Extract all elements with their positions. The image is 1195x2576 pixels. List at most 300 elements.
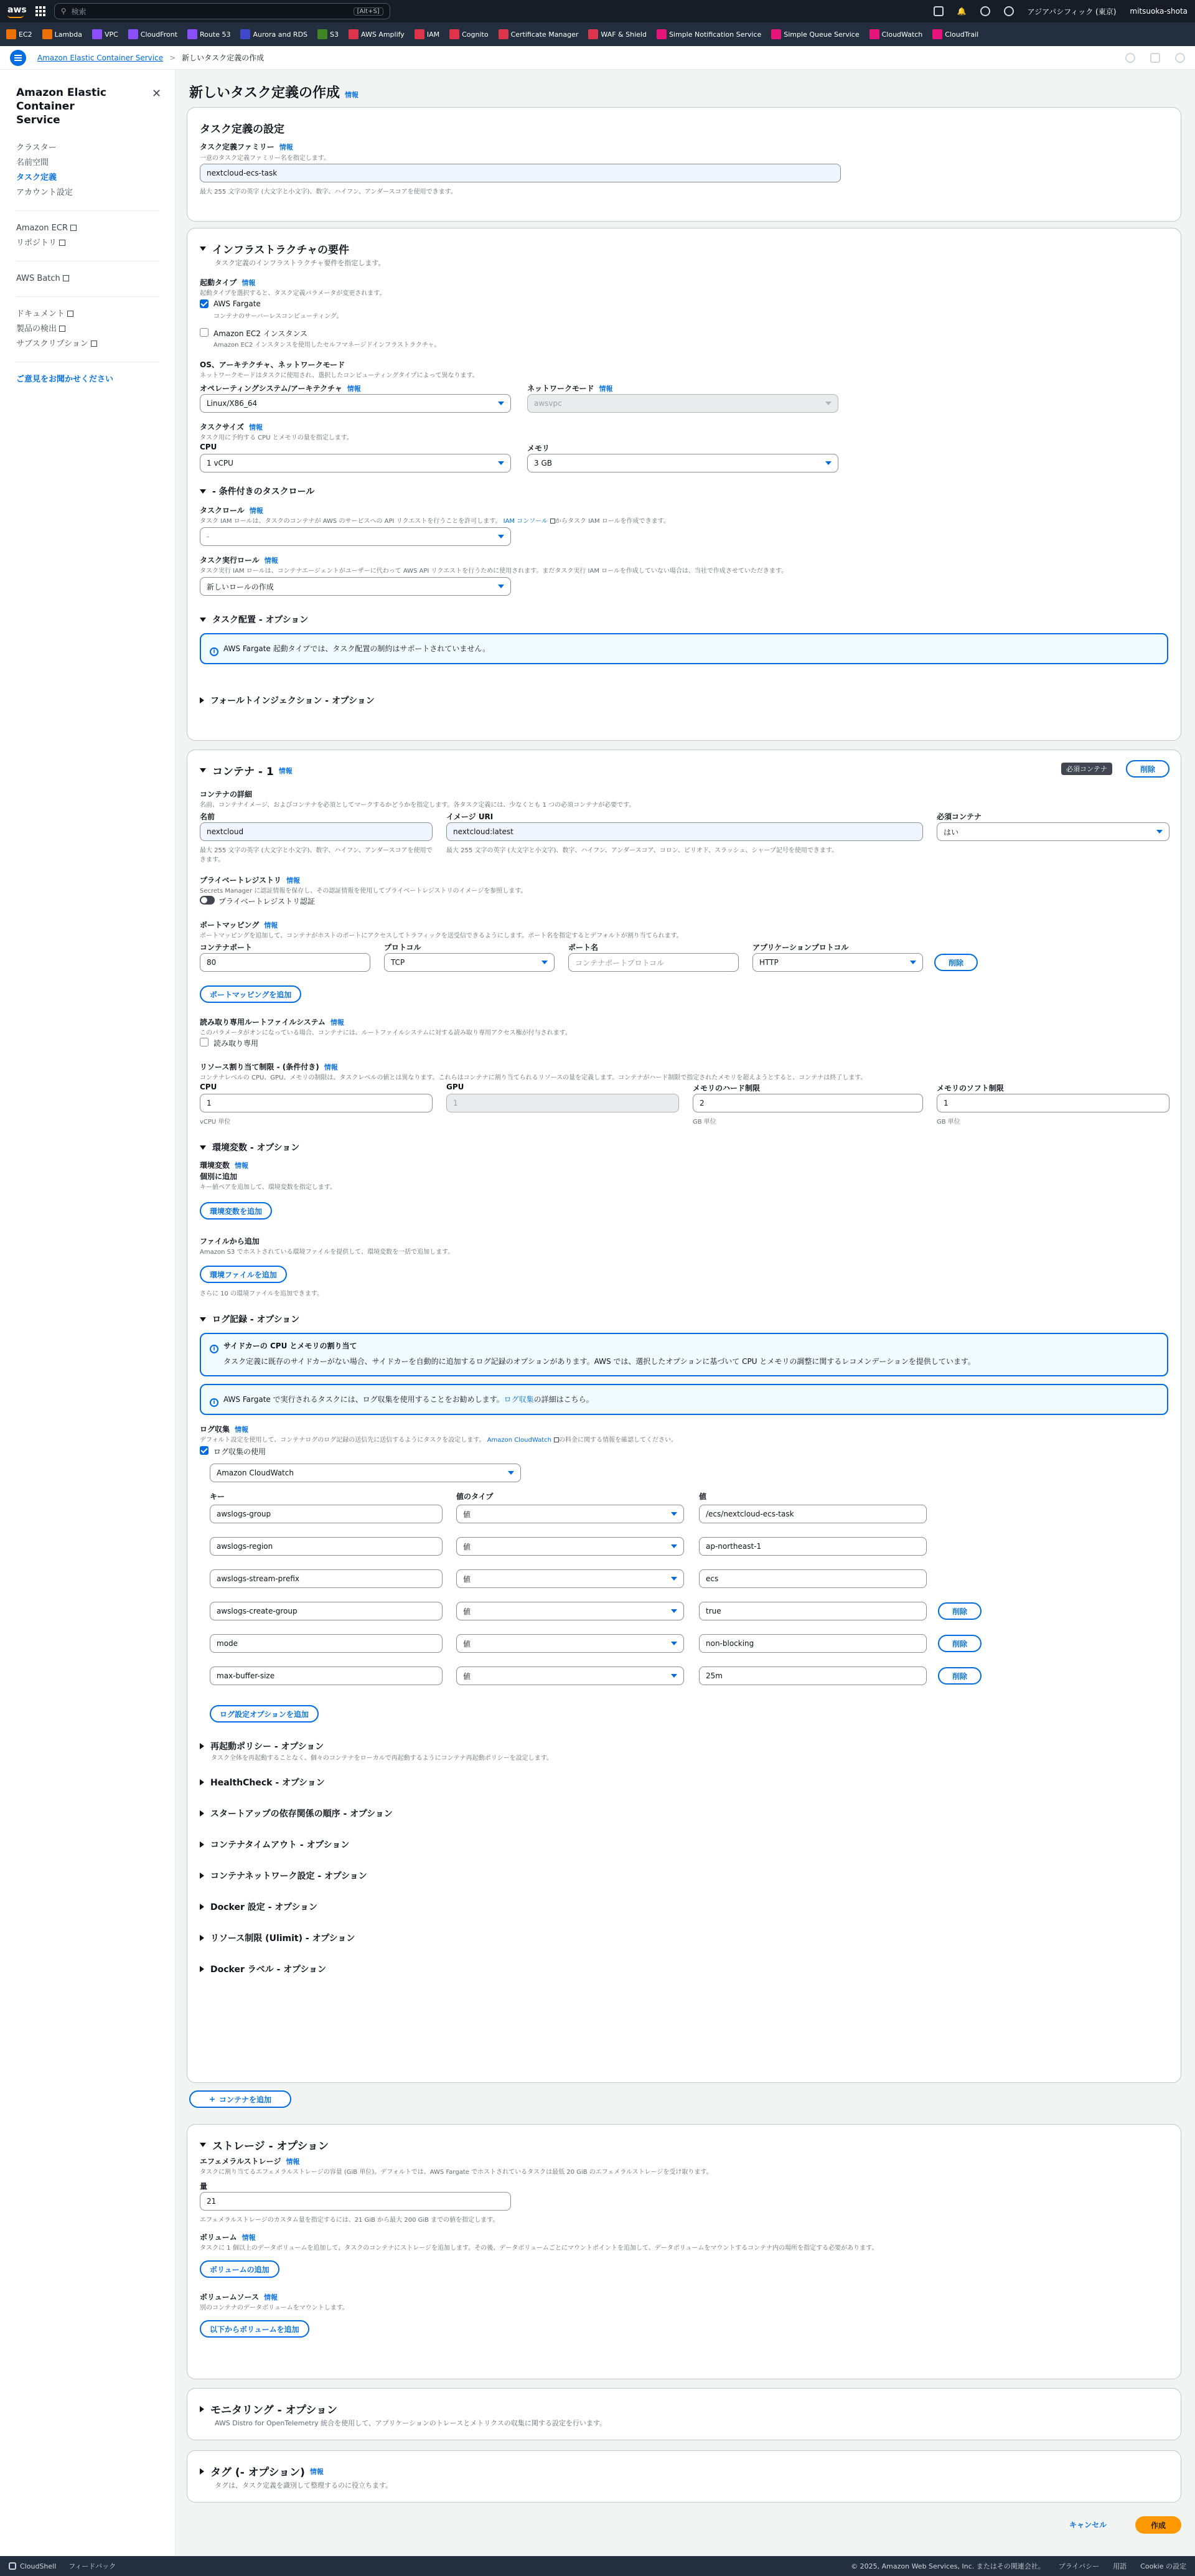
sidebar-links-docs bbox=[16, 307, 159, 352]
service-icon bbox=[6, 29, 16, 39]
search-icon: ⚲ bbox=[60, 7, 67, 16]
sidebar-links-ecr bbox=[16, 221, 159, 251]
favorite-item[interactable] bbox=[869, 29, 923, 39]
favorite-item[interactable] bbox=[240, 29, 307, 39]
task-size-desc: タスク用に予約する CPU とメモリの量を指定します。 bbox=[200, 435, 353, 441]
restart-desc: タスク全体を再起動することなく、個々のコンテナをローカルで再起動するようにコンテナ再起動ポリシーを設定します。 bbox=[211, 1755, 553, 1762]
add-env-button[interactable]: 環境変数を追加 bbox=[200, 1202, 272, 1220]
log-key-input[interactable]: awslogs-create-group bbox=[210, 1602, 443, 1620]
dropdown-icon bbox=[825, 461, 832, 465]
dropdown-icon bbox=[671, 1609, 677, 1613]
info-panel-icon[interactable] bbox=[1125, 53, 1135, 63]
favorite-item[interactable] bbox=[317, 29, 339, 39]
env-file-label: ファイルから追加 bbox=[200, 1237, 260, 1246]
sidecar-alert: i サイドカーの CPU とメモリの割り当て タスク定義に既存のサイドカーがない場合、サイドカーを自動的に追加するログ記録のオプションがあります。AWS では、選択したオプションに基づいて CPU とメモリの調整に関するレコメンデーションを提供しています。 bbox=[200, 1333, 1168, 1376]
favorite-item[interactable] bbox=[449, 29, 488, 39]
favorite-label: CloudTrail bbox=[945, 30, 979, 39]
image-uri-input[interactable]: nextcloud:latest bbox=[446, 822, 923, 841]
cloudwatch-link[interactable]: Amazon CloudWatch bbox=[487, 1437, 551, 1444]
container-name-input[interactable]: nextcloud bbox=[200, 822, 433, 841]
external-link-icon bbox=[63, 275, 69, 281]
log-key-input[interactable]: awslogs-region bbox=[210, 1537, 443, 1556]
favorite-item[interactable] bbox=[349, 29, 405, 39]
service-icon bbox=[771, 29, 781, 39]
service-icon bbox=[240, 29, 250, 39]
info-icon: i bbox=[210, 647, 218, 656]
cpu-label: CPU bbox=[200, 443, 217, 451]
log-collect-label: ログ収集 情報 bbox=[200, 1425, 249, 1434]
region-selector[interactable]: アジアパシフィック (東京) bbox=[1027, 7, 1117, 16]
image-uri-label: イメージ URI bbox=[446, 812, 494, 821]
favorites-bar bbox=[0, 22, 1195, 46]
protocol-label: プロトコル bbox=[384, 943, 421, 952]
res-cpu-label: CPU bbox=[200, 1083, 217, 1091]
os-section-desc: ネットワークモードはタスクに使用され、選択したコンピューティングタイプによって異なります。 bbox=[200, 372, 479, 379]
favorite-label: Certificate Manager bbox=[510, 30, 579, 39]
service-icon bbox=[588, 29, 598, 39]
log-type-select[interactable]: 値 bbox=[456, 1537, 684, 1556]
sidebar-item-clusters[interactable]: クラスター bbox=[16, 143, 57, 153]
family-input[interactable]: nextcloud-ecs-task bbox=[200, 164, 841, 182]
service-icon bbox=[869, 29, 879, 39]
os-section-label: OS、アーキテクチャ、ネットワークモード bbox=[200, 360, 345, 369]
netmode-label: ネットワークモード 情報 bbox=[527, 384, 613, 393]
essential-badge: 必須コンテナ bbox=[1061, 763, 1112, 775]
ec2-desc: Amazon EC2 インスタンスを使用したセルフマネージドインフラストラクチャ。 bbox=[213, 342, 441, 349]
tags-desc: タグは、タスク定義を識別して整理するのに役立ちます。 bbox=[215, 2481, 393, 2489]
caret-down-icon bbox=[200, 2143, 206, 2147]
port-name-input[interactable]: コンテナポートプロトコル bbox=[568, 953, 739, 972]
log-type-select[interactable]: 値 bbox=[456, 1602, 684, 1620]
search-placeholder: 検索 bbox=[71, 7, 87, 16]
favorite-item[interactable] bbox=[499, 29, 579, 39]
task-role-label: タスクロール 情報 bbox=[200, 506, 263, 515]
volume-source-label: ボリュームソース 情報 bbox=[200, 2293, 278, 2301]
settings-panel-icon[interactable] bbox=[1175, 53, 1185, 63]
add-volume-from-button[interactable]: 以下からボリュームを追加 bbox=[200, 2320, 309, 2338]
caret-down-icon bbox=[200, 768, 206, 773]
soft-limit-label: メモリのソフト制限 bbox=[937, 1084, 1004, 1093]
dropdown-icon bbox=[541, 961, 548, 964]
fargate-label: AWS Fargate bbox=[213, 299, 261, 308]
storage-panel bbox=[187, 2124, 1181, 2379]
osarch-label: オペレーティングシステム/アーキテクチャ 情報 bbox=[200, 384, 361, 393]
favorite-label: WAF & Shield bbox=[601, 30, 647, 39]
sidebar-item-account-settings[interactable]: アカウント設定 bbox=[16, 188, 73, 197]
favorite-label: Simple Queue Service bbox=[784, 30, 860, 39]
log-type-select[interactable]: 値 bbox=[456, 1505, 684, 1523]
caret-right-icon bbox=[200, 1935, 204, 1941]
plus-icon: + bbox=[209, 2095, 216, 2104]
favorite-item[interactable] bbox=[187, 29, 230, 39]
fault-injection-heading[interactable]: フォールトインジェクション - オプション bbox=[200, 694, 375, 707]
cloudshell-icon bbox=[9, 2562, 16, 2570]
log-use-checkbox[interactable] bbox=[200, 1446, 209, 1455]
port-mapping-desc: ポートマッピングを追加して、コンテナがホストのポートにアクセスしてトラフィックを送受信できるようにします。ポート名を指定するとデフォルトが割り当てられます。 bbox=[200, 933, 683, 939]
collapsed-section-heading[interactable]: Docker 設定 - オプション bbox=[200, 1901, 317, 1913]
breadcrumb-separator-icon: > bbox=[169, 53, 176, 62]
favorite-item[interactable] bbox=[6, 29, 32, 39]
volume-label: ボリューム 情報 bbox=[200, 2233, 256, 2242]
favorite-label: VPC bbox=[104, 30, 118, 39]
caret-down-icon bbox=[200, 618, 206, 622]
iam-console-link[interactable]: IAM コンソール bbox=[503, 518, 548, 525]
logging-heading[interactable]: ログ記録 - オプション bbox=[200, 1313, 299, 1325]
caret-down-icon bbox=[200, 1145, 206, 1150]
breadcrumb-root[interactable]: Amazon Elastic Container Service bbox=[37, 53, 164, 62]
caret-right-icon bbox=[200, 2468, 204, 2475]
launch-type-desc: 起動タイプを選択すると、タスク定義パラメータが変更されます。 bbox=[200, 290, 386, 297]
sidebar-link-repositories[interactable]: リポジトリ bbox=[16, 236, 159, 251]
monitoring-desc: AWS Distro for OpenTelemetry 統合を使用して、アプリケーションのトレースとメトリクスの収集に関する設定を行います。 bbox=[215, 2419, 607, 2427]
tags-panel bbox=[187, 2450, 1181, 2503]
sidebar-nav bbox=[16, 141, 159, 200]
env-label: 環境変数 情報 bbox=[200, 1161, 249, 1170]
col-value-header: 値 bbox=[699, 1492, 707, 1501]
registry-label: プライベートレジストリ 情報 bbox=[200, 876, 300, 885]
service-icon bbox=[317, 29, 327, 39]
favorite-item[interactable] bbox=[657, 29, 761, 39]
collapsed-section-heading[interactable]: HealthCheck - オプション bbox=[200, 1776, 325, 1789]
favorite-label: Cognito bbox=[462, 30, 489, 39]
caret-right-icon bbox=[200, 1743, 204, 1749]
caret-right-icon bbox=[200, 1966, 204, 1972]
dropdown-icon bbox=[498, 461, 504, 465]
restart-heading[interactable]: 再起動ポリシー - オプション bbox=[200, 1740, 324, 1752]
log-use-label: ログ収集の使用 bbox=[213, 1447, 266, 1456]
container-delete-button[interactable]: 削除 bbox=[1126, 760, 1169, 778]
external-link-icon bbox=[59, 326, 65, 332]
netmode-select: awsvpc bbox=[527, 394, 838, 413]
port-name-label: ポート名 bbox=[568, 943, 599, 952]
favorite-label: Route 53 bbox=[200, 30, 231, 39]
monitoring-panel bbox=[187, 2388, 1181, 2440]
placement-alert: i AWS Fargate 起動タイプでは、タスク配置の制約はサポートされていません。 bbox=[200, 633, 1168, 664]
hard-limit-label: メモリのハード制限 bbox=[693, 1084, 761, 1093]
dropdown-icon bbox=[498, 402, 504, 405]
amount-label: 量 bbox=[200, 2182, 208, 2191]
dropdown-icon bbox=[671, 1544, 677, 1548]
log-type-select[interactable]: 値 bbox=[456, 1569, 684, 1588]
info-icon: i bbox=[210, 1345, 218, 1353]
env-file-hint: さらに 10 の環境ファイルを追加できます。 bbox=[200, 1290, 324, 1297]
sidebar-link-batch[interactable]: AWS Batch bbox=[16, 271, 159, 286]
registry-desc: Secrets Manager に認証情報を保存し、その認証情報を使用してプライベートレジストリのイメージを参照します。 bbox=[200, 888, 527, 895]
account-menu[interactable]: mitsuoka-shota bbox=[1130, 7, 1188, 16]
dropdown-icon bbox=[498, 535, 504, 538]
external-link-icon bbox=[59, 240, 65, 246]
tags-heading[interactable]: タグ (- オプション) 情報 bbox=[200, 2463, 1168, 2479]
dropdown-icon bbox=[671, 1512, 677, 1516]
page-info-link[interactable]: 情報 bbox=[345, 91, 359, 99]
sidebar-link-subscriptions[interactable]: サブスクリプション bbox=[16, 337, 159, 352]
container-details-label: コンテナの詳細 bbox=[200, 790, 253, 799]
registry-toggle-label: プライベートレジストリ認証 bbox=[218, 897, 315, 906]
caret-right-icon bbox=[200, 1810, 204, 1817]
task-role-desc: タスク IAM ロールは、タスクのコンテナが AWS のサービスへの API リクエストを行うことを許可します。 IAM コンソール からタスク IAM ロールを作成できます。 bbox=[200, 518, 670, 525]
footer-cookie[interactable]: Cookie の設定 bbox=[1140, 2562, 1186, 2570]
rofs-checkbox-label: 読み取り専用 bbox=[213, 1039, 259, 1048]
task-definition-config-panel bbox=[187, 107, 1181, 222]
container-name-label: 名前 bbox=[200, 812, 215, 821]
exec-role-label: タスク実行ロール 情報 bbox=[200, 556, 278, 565]
sidebar-link-ecr[interactable]: Amazon ECR bbox=[16, 221, 159, 236]
fargate-desc: コンテナのサーバーレスコンピューティング。 bbox=[213, 313, 343, 320]
log-value-input[interactable]: 25m bbox=[699, 1666, 927, 1685]
service-icon bbox=[187, 29, 197, 39]
resource-label: リソース割り当て制限 - (条件付き) 情報 bbox=[200, 1063, 338, 1071]
env-individual-desc: キー値ペアを追加して、環境変数を指定します。 bbox=[200, 1184, 336, 1191]
launch-type-label: 起動タイプ 情報 bbox=[200, 278, 256, 287]
favorite-label: IAM bbox=[426, 30, 440, 39]
resource-desc: コンテナレベルの CPU、GPU、メモリの制限は、タスクレベルの値とは異なります。これらはコンテナに割り当てられるリソースの量を定義します。コンテナがハード制限で指定されたメモリを超えようとすると、コンテナは終了します。 bbox=[200, 1074, 867, 1081]
footer-privacy[interactable]: プライバシー bbox=[1058, 2562, 1100, 2570]
gpu-label: GPU bbox=[446, 1083, 464, 1091]
container-panel bbox=[187, 750, 1181, 2083]
breadcrumb-current: 新しいタスク定義の作成 bbox=[182, 54, 265, 62]
soft-limit-hint: GB 単位 bbox=[937, 1119, 960, 1126]
col-key-header: キー bbox=[210, 1492, 225, 1501]
ephemeral-desc: タスクに割り当てるエフェメラルストレージの容量 (GiB 単位)。デフォルトでは、AWS Fargate でホストされているタスクは最低 20 GiB のエフェメラルストレージを受け取ります。 bbox=[200, 2169, 713, 2176]
log-collection-alert: i AWS Fargate で実行されるタスクには、ログ収集を使用することをお勧めします。ログ収集の詳細はこちら。 bbox=[200, 1384, 1168, 1415]
log-key-input[interactable]: mode bbox=[210, 1634, 443, 1653]
breadcrumb-bar bbox=[0, 46, 1195, 70]
service-icon bbox=[499, 29, 508, 39]
dropdown-icon bbox=[498, 585, 504, 588]
collapsed-section-heading[interactable]: コンテナネットワーク設定 - オプション bbox=[200, 1869, 367, 1882]
create-button[interactable]: 作成 bbox=[1135, 2516, 1181, 2534]
hard-limit-input[interactable]: 2 bbox=[693, 1094, 923, 1112]
log-value-input[interactable]: ecs bbox=[699, 1569, 927, 1588]
app-protocol-label: アプリケーションプロトコル bbox=[752, 943, 849, 952]
add-env-file-button[interactable]: 環境ファイルを追加 bbox=[200, 1266, 287, 1283]
task-role-select[interactable]: - bbox=[200, 527, 511, 546]
container-details-desc: 名前、コンテナイメージ、およびコンテナを必須としてマークするかどうかを指定します。各タスク定義には、少なくとも 1 つの必須コンテナが必要です。 bbox=[200, 802, 635, 809]
service-icon bbox=[449, 29, 459, 39]
dropdown-icon bbox=[1156, 830, 1163, 834]
footer-copyright: © 2025, Amazon Web Services, Inc. またはその関連会社。 bbox=[851, 2562, 1045, 2570]
exec-role-desc: タスク実行 IAM ロールは、コンテナエージェントがユーザーに代わって AWS API リクエストを行うために使用されます。まだタスク実行 IAM ロールを作成していない場合は、当社で作成させていただきます。 bbox=[200, 568, 788, 575]
aws-logo[interactable]: aws bbox=[7, 5, 27, 15]
log-destination-select[interactable]: Amazon CloudWatch bbox=[210, 1464, 521, 1482]
registry-toggle[interactable] bbox=[200, 896, 215, 905]
res-cpu-input[interactable]: 1 bbox=[200, 1094, 433, 1112]
notifications-panel-icon[interactable] bbox=[1150, 53, 1160, 63]
storage-heading[interactable]: ストレージ - オプション bbox=[200, 2137, 1168, 2153]
favorite-item[interactable] bbox=[588, 29, 647, 39]
protocol-select[interactable]: TCP bbox=[384, 953, 555, 972]
cancel-button[interactable]: キャンセル bbox=[1069, 2521, 1107, 2529]
memory-select[interactable]: 3 GB bbox=[527, 454, 838, 472]
favorite-label: S3 bbox=[330, 30, 339, 39]
service-icon bbox=[415, 29, 424, 39]
rofs-checkbox[interactable] bbox=[200, 1038, 209, 1046]
cpu-select[interactable]: 1 vCPU bbox=[200, 454, 511, 472]
page-title: 新しいタスク定義の作成 情報 bbox=[189, 85, 359, 101]
res-cpu-hint: vCPU 単位 bbox=[200, 1119, 231, 1126]
dropdown-icon bbox=[671, 1642, 677, 1645]
caret-right-icon bbox=[200, 2406, 204, 2412]
collapsed-section-heading[interactable]: Docker ラベル - オプション bbox=[200, 1963, 326, 1975]
placement-heading[interactable]: タスク配置 - オプション bbox=[200, 613, 308, 626]
log-row-delete-button[interactable]: 削除 bbox=[938, 1667, 982, 1685]
sidebar-link-docs[interactable]: ドキュメント bbox=[16, 307, 159, 322]
external-link-icon bbox=[550, 519, 555, 524]
dropdown-icon bbox=[910, 961, 916, 964]
favorite-label: CloudWatch bbox=[881, 30, 923, 39]
favorite-item[interactable] bbox=[42, 29, 82, 39]
hard-limit-hint: GB 単位 bbox=[693, 1119, 716, 1126]
favorite-item[interactable] bbox=[128, 29, 177, 39]
caret-right-icon bbox=[200, 1779, 204, 1785]
log-value-input[interactable]: ap-northeast-1 bbox=[699, 1537, 927, 1556]
favorite-label: AWS Amplify bbox=[361, 30, 405, 39]
amount-input[interactable]: 21 bbox=[200, 2192, 511, 2211]
env-file-desc: Amazon S3 でホストされている環境ファイルを提供して、環境変数を一括で追加します。 bbox=[200, 1249, 454, 1256]
log-key-input[interactable]: awslogs-stream-prefix bbox=[210, 1569, 443, 1588]
favorite-label: EC2 bbox=[19, 30, 32, 39]
sidebar-item-namespaces[interactable]: 名前空間 bbox=[16, 158, 49, 167]
service-icon bbox=[92, 29, 102, 39]
col-type-header: 値のタイプ bbox=[456, 1492, 494, 1501]
caret-down-icon bbox=[200, 247, 206, 251]
top-navigation bbox=[0, 0, 1195, 22]
cloudshell-icon[interactable] bbox=[934, 6, 944, 16]
log-value-input[interactable]: true bbox=[699, 1602, 927, 1620]
log-row-delete-button[interactable]: 削除 bbox=[938, 1635, 982, 1652]
collapsed-section-heading[interactable]: コンテナタイムアウト - オプション bbox=[200, 1838, 349, 1851]
service-icon bbox=[932, 29, 942, 39]
image-uri-hint: 最大 255 文字の英字 (大文字と小文字)、数字、ハイフン、アンダースコア、コロン、ピリオド、スラッシュ、シャープ記号を使用できます。 bbox=[446, 847, 838, 854]
log-collect-desc: デフォルト設定を使用して、コンテナログのログ記録の送信先に送信するようにタスクを設定します。 Amazon CloudWatch の料金に関する情報を確認してください。 bbox=[200, 1437, 677, 1444]
log-key-input[interactable]: max-buffer-size bbox=[210, 1666, 443, 1685]
essential-label: 必須コンテナ bbox=[937, 812, 982, 821]
ec2-checkbox[interactable] bbox=[200, 328, 209, 337]
external-link-icon bbox=[91, 341, 97, 347]
service-icon bbox=[657, 29, 667, 39]
infra-heading[interactable]: インフラストラクチャの要件 bbox=[200, 241, 1168, 256]
favorite-label: Simple Notification Service bbox=[668, 30, 762, 39]
sidebar bbox=[0, 70, 176, 2556]
container-heading[interactable]: コンテナ - 1 情報 bbox=[200, 763, 1168, 778]
log-row-delete-button[interactable]: 削除 bbox=[938, 1602, 982, 1620]
search-input[interactable] bbox=[54, 3, 390, 19]
footer-feedback[interactable]: フィードバック bbox=[68, 2562, 116, 2570]
add-log-option-button[interactable]: ログ設定オプションを追加 bbox=[210, 1705, 319, 1723]
dropdown-icon bbox=[825, 402, 832, 405]
container-port-label: コンテナポート bbox=[200, 943, 253, 952]
family-description: 一意のタスク定義ファミリー名を指定します。 bbox=[200, 155, 330, 162]
log-value-input[interactable]: non-blocking bbox=[699, 1634, 927, 1653]
search-shortcut: [Alt+S] bbox=[354, 7, 383, 16]
log-key-input[interactable]: awslogs-group bbox=[210, 1505, 443, 1523]
dropdown-icon bbox=[508, 1471, 514, 1475]
log-value-input[interactable]: /ecs/nextcloud-ecs-task bbox=[699, 1505, 927, 1523]
sidebar-item-task-definitions[interactable]: タスク定義 bbox=[16, 173, 57, 182]
log-type-select[interactable]: 値 bbox=[456, 1634, 684, 1653]
collapsed-section-heading[interactable]: リソース制限 (Ulimit) - オプション bbox=[200, 1932, 355, 1944]
caret-right-icon bbox=[200, 1904, 204, 1910]
close-icon[interactable]: ✕ bbox=[152, 87, 162, 100]
info-icon: i bbox=[210, 1398, 218, 1407]
infrastructure-panel bbox=[187, 228, 1181, 741]
osarch-select[interactable]: Linux/X86_64 bbox=[200, 394, 511, 413]
container-name-hint: 最大 255 文字の英字 (大文字と小文字)、数字、ハイフン、アンダースコアを使用できます。 bbox=[200, 847, 433, 863]
essential-select[interactable]: はい bbox=[937, 822, 1169, 841]
collapsed-section-heading[interactable]: スタートアップの依存関係の順序 - オプション bbox=[200, 1807, 393, 1820]
exec-role-select[interactable]: 新しいロールの作成 bbox=[200, 577, 511, 596]
favorite-item[interactable] bbox=[932, 29, 978, 39]
sidebar-link-discover[interactable]: 製品の検出 bbox=[16, 322, 159, 337]
volume-desc: タスクに 1 個以上のデータボリュームを追加して、タスクのコンテナにストレージを追加します。その後、データボリュームごとにマウントポイントを追加して、データボリュームをマウントするコンテナ内の場所を指定する必要があります。 bbox=[200, 2245, 878, 2252]
panel-heading: タスク定義の設定 bbox=[200, 123, 284, 136]
favorite-item[interactable] bbox=[771, 29, 859, 39]
external-link-icon bbox=[554, 1437, 559, 1442]
container-port-input[interactable]: 80 bbox=[200, 953, 370, 972]
add-container-button[interactable]: + コンテナを追加 bbox=[189, 2090, 291, 2108]
env-heading[interactable]: 環境変数 - オプション bbox=[200, 1141, 299, 1154]
dropdown-icon bbox=[671, 1674, 677, 1678]
footer-terms[interactable]: 用語 bbox=[1113, 2562, 1127, 2570]
help-icon[interactable] bbox=[980, 6, 990, 16]
footer-cloudshell[interactable]: CloudShell bbox=[20, 2562, 57, 2570]
gear-icon[interactable] bbox=[1004, 6, 1014, 16]
add-volume-button[interactable]: ボリュームの追加 bbox=[200, 2260, 279, 2278]
amount-hint: エフェメラルストレージのカスタム量を指定するには、21 GiB から最大 200 GiB までの値を指定します。 bbox=[200, 2217, 499, 2224]
favorite-label: Lambda bbox=[54, 30, 82, 39]
footer bbox=[0, 2556, 1195, 2576]
port-delete-button[interactable]: 削除 bbox=[934, 954, 978, 971]
rofs-label: 読み取り専用ルートファイルシステム 情報 bbox=[200, 1018, 344, 1027]
favorite-item[interactable] bbox=[92, 29, 118, 39]
sidebar-title: Amazon Elastic Container Service bbox=[16, 87, 106, 126]
add-port-mapping-button[interactable]: ポートマッピングを追加 bbox=[200, 985, 301, 1003]
port-mapping-label: ポートマッピング 情報 bbox=[200, 921, 278, 929]
monitoring-heading[interactable]: モニタリング - オプション bbox=[200, 2401, 1168, 2417]
sidebar-feedback-link[interactable]: ご意見をお聞かせください bbox=[16, 375, 114, 384]
external-link-icon bbox=[70, 225, 77, 231]
ec2-label: Amazon EC2 インスタンス bbox=[213, 329, 308, 338]
infra-description: タスク定義のインフラストラクチャ要件を指定します。 bbox=[215, 259, 385, 267]
memory-label: メモリ bbox=[527, 444, 550, 453]
log-collection-link[interactable]: ログ収集 bbox=[504, 1395, 534, 1404]
favorite-label: Aurora and RDS bbox=[253, 30, 308, 39]
service-icon bbox=[42, 29, 52, 39]
family-label: タスク定義ファミリー 情報 bbox=[200, 143, 293, 151]
menu-icon[interactable] bbox=[10, 50, 26, 66]
sidebar-links-batch bbox=[16, 271, 159, 286]
env-individual-label: 個別に追加 bbox=[200, 1172, 238, 1181]
rofs-desc: このパラメータがオンになっている場合、コンテナには、ルートファイルシステムに対する読み取り専用アクセス権が付与されます。 bbox=[200, 1030, 571, 1037]
bell-icon[interactable]: 🔔 bbox=[957, 7, 967, 16]
conditional-role-heading[interactable]: - 条件付きのタスクロール bbox=[200, 485, 314, 497]
favorite-item[interactable] bbox=[415, 29, 439, 39]
caret-right-icon bbox=[200, 1873, 204, 1879]
app-protocol-select[interactable]: HTTP bbox=[752, 953, 923, 972]
fargate-checkbox[interactable] bbox=[200, 299, 209, 308]
caret-down-icon bbox=[200, 489, 206, 494]
service-icon bbox=[349, 29, 358, 39]
soft-limit-input[interactable]: 1 bbox=[937, 1094, 1169, 1112]
favorite-label: CloudFront bbox=[140, 30, 178, 39]
services-grid-icon[interactable] bbox=[35, 6, 45, 16]
volume-source-desc: 別のコンテナのデータボリュームをマウントします。 bbox=[200, 2305, 349, 2311]
log-type-select[interactable]: 値 bbox=[456, 1666, 684, 1685]
ephemeral-label: エフェメラルストレージ 情報 bbox=[200, 2157, 300, 2166]
caret-down-icon bbox=[200, 1317, 206, 1322]
caret-right-icon bbox=[200, 1841, 204, 1848]
external-link-icon bbox=[67, 311, 73, 317]
